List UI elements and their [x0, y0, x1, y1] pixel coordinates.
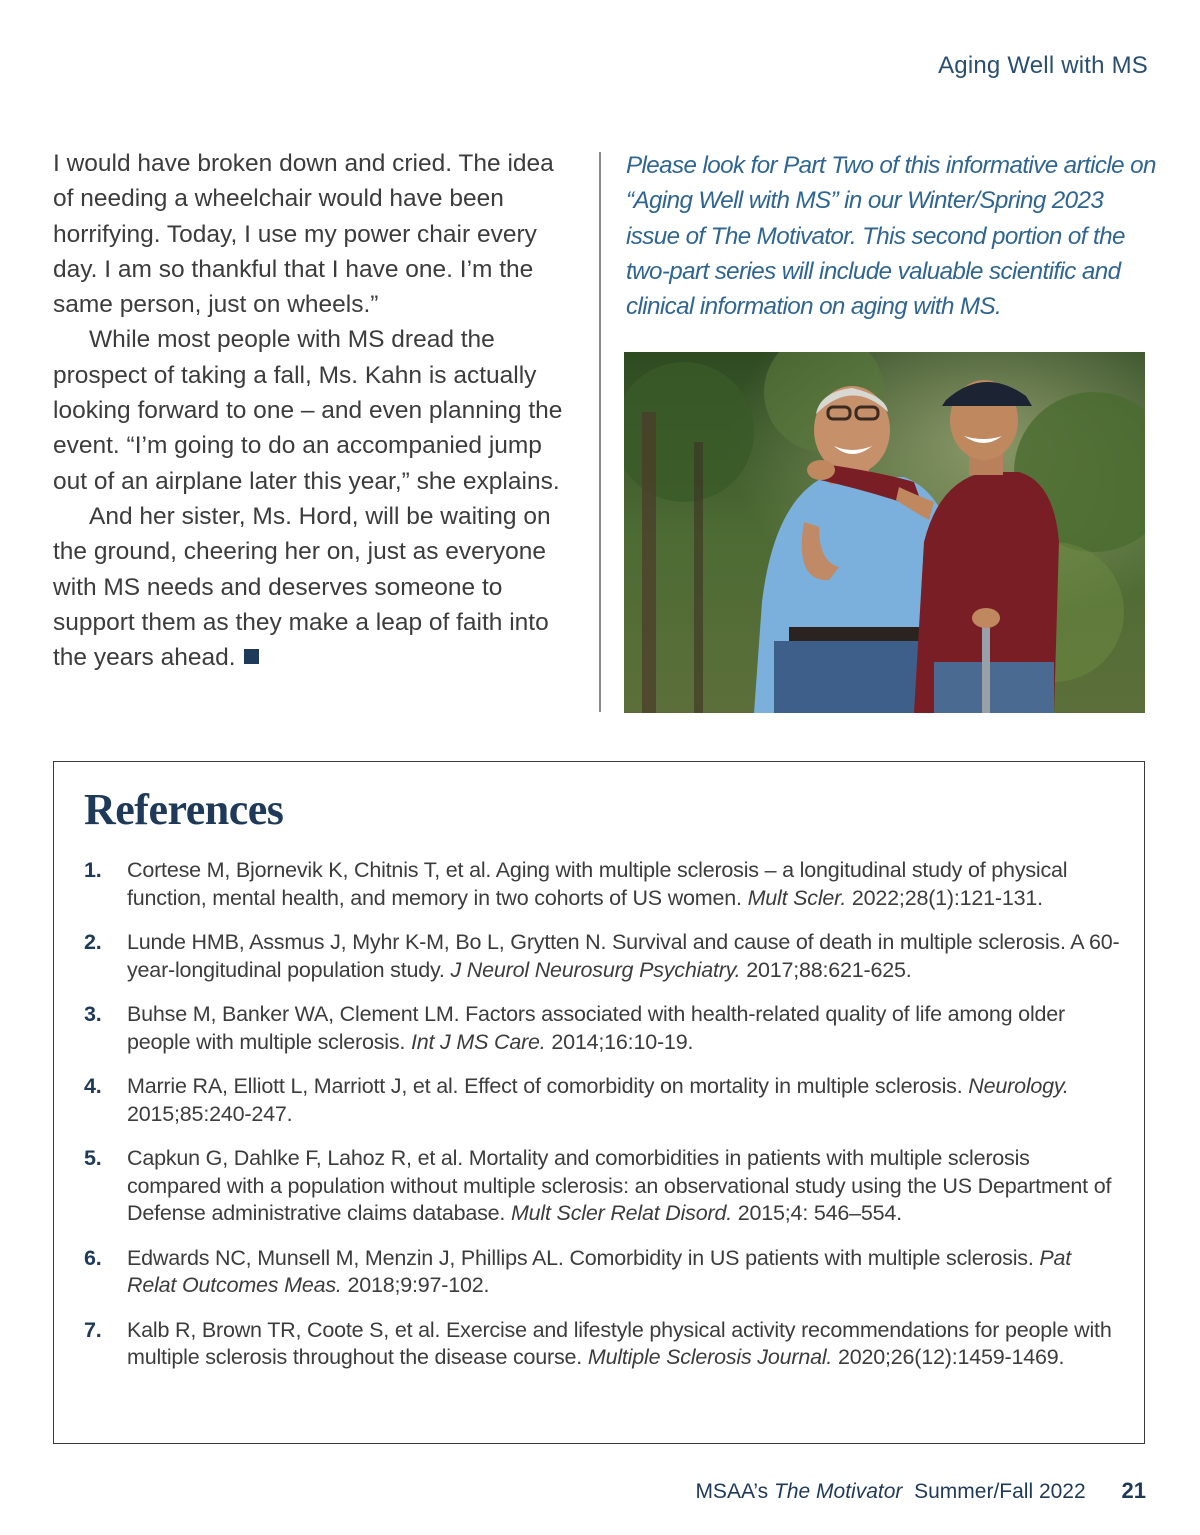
reference-journal: Pat Relat Outcomes Meas. — [127, 1245, 1072, 1297]
reference-text: Cortese M, Bjornevik K, Chitnis T, et al. Aging with multiple sclerosis – a longitudinal study of physical function, mental health, and memory in two cohorts of US women. — [127, 858, 1068, 910]
end-of-article-square-icon — [244, 649, 259, 664]
reference-journal: Mult Scler. — [747, 885, 847, 910]
references-list — [84, 857, 1124, 1389]
footer-publisher: MSAA’s — [695, 1480, 769, 1503]
reference-journal: Mult Scler Relat Disord. — [510, 1201, 732, 1225]
reference-journal: Multiple Sclerosis Journal. — [587, 1345, 833, 1369]
reference-item — [84, 929, 1124, 984]
reference-number: 7 . — [84, 1317, 102, 1345]
reference-citation: 2014;16:10-19. — [545, 1029, 694, 1054]
reference-citation: 2022;28(1):121-131. — [846, 885, 1043, 910]
reference-citation: 2015;85:240-247. — [127, 1101, 293, 1126]
reference-text: Lunde HMB, Assmus J, Myhr K-M, Bo L, Grytten N. Survival and cause of death in multiple sclerosis. A 60-year-longitudinal population study. — [127, 930, 1120, 982]
reference-number: 1 . — [84, 857, 102, 885]
reference-number: 3 . — [84, 1001, 102, 1029]
article-body — [53, 146, 573, 675]
page-number: 21 — [1121, 1478, 1146, 1503]
reference-citation: 2018;9:97-102. — [341, 1273, 490, 1297]
reference-journal: Int J MS Care. — [410, 1029, 546, 1054]
reference-text: Buhse M, Banker WA, Clement LM. Factors associated with health-related quality of life among older people with multiple sclerosis. — [127, 1002, 1065, 1054]
reference-citation: 2020;26(12):1459-1469. — [832, 1345, 1065, 1369]
reference-item — [84, 1245, 1124, 1300]
article-paragraph-3 — [53, 499, 573, 675]
reference-journal: Neurology. — [968, 1074, 1069, 1098]
reference-text: Edwards NC, Munsell M, Menzin J, Phillips AL. Comorbidity in US patients with multiple sclerosis. — [127, 1245, 1040, 1270]
page-footer — [695, 1478, 1146, 1504]
reference-number: 4 . — [84, 1073, 102, 1101]
reference-item — [84, 857, 1124, 912]
reference-citation: 2015;4: 546–554. — [731, 1201, 902, 1225]
footer-issue: Summer/Fall 2022 — [914, 1480, 1086, 1503]
photo-illustration — [624, 352, 1145, 713]
footer-magazine-title: The Motivator — [774, 1480, 903, 1503]
reference-item — [84, 1001, 1124, 1056]
reference-item — [84, 1145, 1124, 1228]
reference-number: 6 . — [84, 1245, 102, 1273]
article-paragraph-2: While most people with MS dread the prospect of taking a fall, Ms. Kahn is actually looking forward to one – and even planning the event. “I’m going to do an accompanied jump out of an airplane later this year,” she explains. — [53, 326, 563, 495]
reference-item — [84, 1073, 1124, 1128]
reference-text: Capkun G, Dahlke F, Lahoz R, et al. Mortality and comorbidities in patients with multiple sclerosis compared with a population without multiple sclerosis: an observational study using the US Department of Defense administrative claims database. — [127, 1146, 1112, 1225]
article-paragraph-1: I would have broken down and cried. The idea of needing a wheelchair would have been horrifying. Today, I use my power chair every day. I am so thankful that I have one. I’m the same person, just on wheels.” — [53, 150, 554, 319]
photo-two-men-laughing — [624, 352, 1145, 713]
references-box — [53, 761, 1145, 1444]
article-paragraph-3-text: And her sister, Ms. Hord, will be waiting on the ground, cheering her on, just as everyone with MS needs and deserves someone to support them as they make a leap of faith into the years ahead. — [53, 502, 551, 672]
part-two-callout: Please look for Part Two of this informative article on “Aging Well with MS” in our Winter/Spring 2023 issue of The Motivator. This second portion of the two-part series will include valuable scientific and clinical information on aging with MS. — [626, 152, 1156, 321]
running-head: Aging Well with MS — [938, 52, 1148, 79]
reference-item — [84, 1317, 1124, 1372]
reference-number: 5 . — [84, 1145, 102, 1173]
reference-number: 2 . — [84, 929, 102, 957]
reference-journal: J Neurol Neurosurg Psychiatry. — [450, 957, 741, 982]
column-divider — [599, 152, 601, 712]
reference-text: Marrie RA, Elliott L, Marriott J, et al. Effect of comorbidity on mortality in multiple sclerosis. — [127, 1074, 969, 1098]
references-title: References — [84, 785, 284, 834]
reference-citation: 2017;88:621-625. — [740, 957, 912, 982]
reference-text: Kalb R, Brown TR, Coote S, et al. Exercise and lifestyle physical activity recommendations for people with multiple sclerosis throughout the disease course. — [127, 1317, 1112, 1369]
